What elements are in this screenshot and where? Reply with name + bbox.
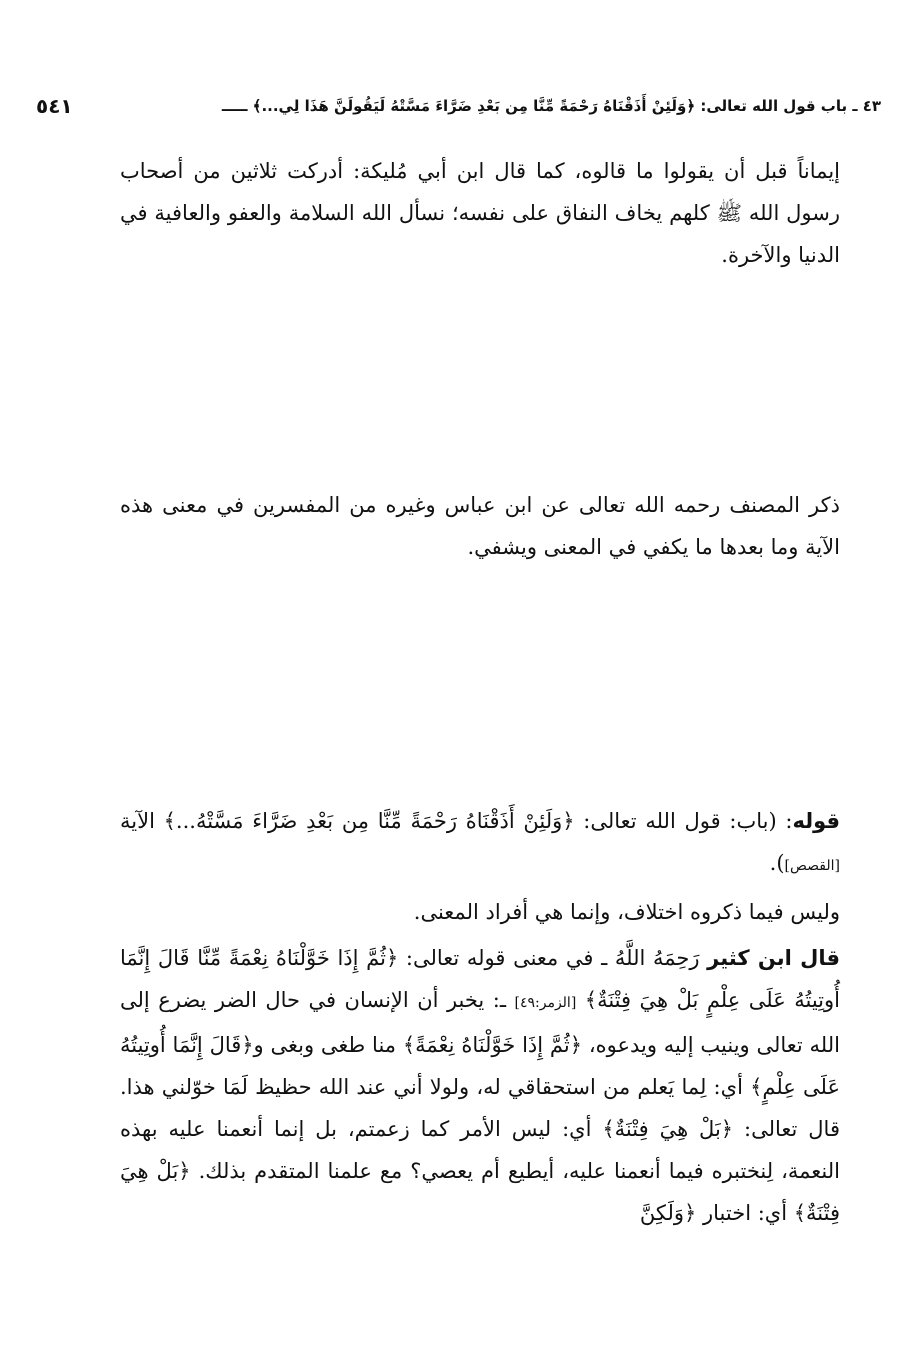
ibn-kathir-text-continued: ـ: يخبر أن الإنسان في حال الضر يضرع إلى الله تعالى وينيب إليه ويدعوه، ﴿ثُمَّ إِذَا خَوَّلْنَاهُ نِعْمَةً﴾ منا طغى وبغى و﴿قَالَ إِنَّمَا أُوتِيتُهُ عَلَى عِلْمٍ﴾ أي: لِما يَعلم من استحقاقي له، ولولا أني عند الله حظيظ لَمَا خوّلني هذا. قال تعالى: ﴿بَلْ هِيَ فِتْنَةٌ﴾ أي: ليس الأمر كما زعمتم، بل إنما أنعمنا عليه بهذه النعمة، لِنختبره فيما أنعمنا عليه، أيطيع أم يعصي؟ مع علمنا المتقدم بذلك. ﴿بَلْ هِيَ فِتْنَةٌ﴾ أي: اختبار ﴿وَلَكِنَّ [120,988,840,1225]
paragraph-continuation [120,150,840,276]
running-header [36,86,881,126]
paragraph-text: إيماناً قبل أن يقولوا ما قالوه، كما قال ابن أبي مُليكة: أدركت ثلاثين من أصحاب رسول الله ﷺ كلهم يخاف النفاق على نفسه؛ نسأل الله السلامة والعفو والعافية في الدنيا والآخرة. [120,159,840,267]
chapter-title: ٤٣ ـ باب قول الله تعالى: ﴿وَلَئِنْ أَذَقْنَاهُ رَحْمَةً مِّنَّا مِن بَعْدِ ضَرَّاءَ مَسَّتْهُ لَيَقُولَنَّ هَذَا لِي...﴾ ـــــ [221,97,881,115]
paragraph-summary [120,484,840,568]
scholar-name: قال ابن كثير [707,946,840,970]
paragraph-text: ذكر المصنف رحمه الله تعالى عن ابن عباس وغيره من المفسرين في معنى هذه الآية وما بعدها ما يكفي في المعنى ويشفي. [120,493,840,559]
ibn-kathir-text: رَحِمَهُ اللَّهُ ـ في معنى قوله تعالى: ﴿ثُمَّ إِذَا خَوَّلْنَاهُ نِعْمَةً مِّنَّا قَالَ إِنَّمَا أُوتِيتُهُ عَلَى عِلْمٍ بَلْ هِيَ فِتْنَةٌ﴾ [120,946,840,1012]
commentary-section [120,800,840,1238]
commentary-label: قوله [792,809,840,833]
surah-reference: [القصص] [784,858,840,874]
ibn-kathir-paragraph [120,937,840,1234]
commentary-heading-paragraph [120,800,840,887]
page-number: ٥٤١ [36,94,73,118]
commentary-heading-tail: ). [769,851,785,875]
commentary-heading-text: : (باب: قول الله تعالى: ﴿وَلَئِنْ أَذَقْنَاهُ رَحْمَةً مِّنَّا مِن بَعْدِ ضَرَّاءَ مَسَّتْهُ...﴾ الآية [120,809,793,833]
commentary-note: وليس فيما ذكروه اختلاف، وإنما هي أفراد المعنى. [413,900,840,924]
verse-reference: [الزمر:٤٩] [514,995,577,1011]
